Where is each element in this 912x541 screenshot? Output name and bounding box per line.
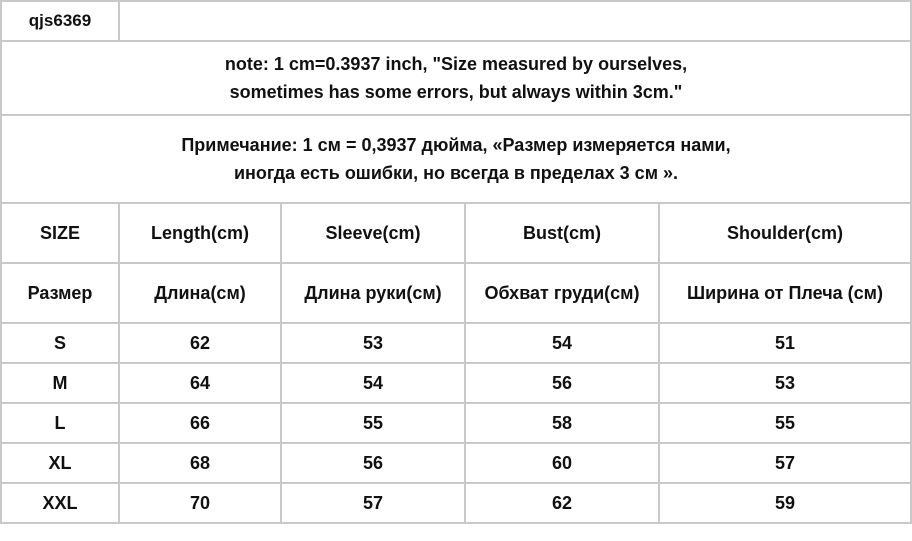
table-row (1, 443, 911, 483)
cell-bust: 54 (465, 323, 659, 363)
header-row-english (1, 203, 911, 263)
header-shoulder-ru: Ширина от Плеча (см) (659, 263, 911, 323)
header-sleeve-ru: Длина руки(см) (281, 263, 465, 323)
cell-sleeve: 56 (281, 443, 465, 483)
note-english-line-2: sometimes has some errors, but always within 3cm." (229, 82, 683, 102)
note-russian-line-1: Примечание: 1 см = 0,3937 дюйма, «Размер измеряется нами, (181, 135, 731, 155)
header-length: Length(cm) (119, 203, 281, 263)
cell-size: XL (1, 443, 119, 483)
cell-bust: 56 (465, 363, 659, 403)
header-bust: Bust(cm) (465, 203, 659, 263)
table-row (1, 363, 911, 403)
header-row-russian (1, 263, 911, 323)
cell-length: 64 (119, 363, 281, 403)
header-size-ru: Размер (1, 263, 119, 323)
note-russian-row (1, 115, 911, 203)
cell-sleeve: 55 (281, 403, 465, 443)
cell-size: XXL (1, 483, 119, 523)
cell-shoulder: 51 (659, 323, 911, 363)
note-russian-line-2: иногда есть ошибки, но всегда в пределах 3 см ». (233, 163, 679, 183)
product-code: qjs6369 (1, 1, 119, 41)
table-row (1, 403, 911, 443)
product-code-blank-cell (119, 1, 911, 41)
header-bust-ru: Обхват груди(см) (465, 263, 659, 323)
cell-sleeve: 53 (281, 323, 465, 363)
cell-sleeve: 54 (281, 363, 465, 403)
cell-shoulder: 55 (659, 403, 911, 443)
cell-length: 68 (119, 443, 281, 483)
cell-shoulder: 59 (659, 483, 911, 523)
note-russian (1, 115, 911, 203)
cell-size: M (1, 363, 119, 403)
cell-shoulder: 53 (659, 363, 911, 403)
cell-bust: 60 (465, 443, 659, 483)
note-english (1, 41, 911, 115)
cell-bust: 58 (465, 403, 659, 443)
note-english-line-1: note: 1 cm=0.3937 inch, "Size measured by ourselves, (224, 54, 688, 74)
cell-length: 70 (119, 483, 281, 523)
header-sleeve: Sleeve(cm) (281, 203, 465, 263)
table-row (1, 323, 911, 363)
cell-length: 62 (119, 323, 281, 363)
product-code-row (1, 1, 911, 41)
header-length-ru: Длина(см) (119, 263, 281, 323)
table-row (1, 483, 911, 523)
cell-shoulder: 57 (659, 443, 911, 483)
header-shoulder: Shoulder(cm) (659, 203, 911, 263)
cell-bust: 62 (465, 483, 659, 523)
header-size: SIZE (1, 203, 119, 263)
cell-size: L (1, 403, 119, 443)
cell-length: 66 (119, 403, 281, 443)
cell-sleeve: 57 (281, 483, 465, 523)
cell-size: S (1, 323, 119, 363)
note-english-row (1, 41, 911, 115)
